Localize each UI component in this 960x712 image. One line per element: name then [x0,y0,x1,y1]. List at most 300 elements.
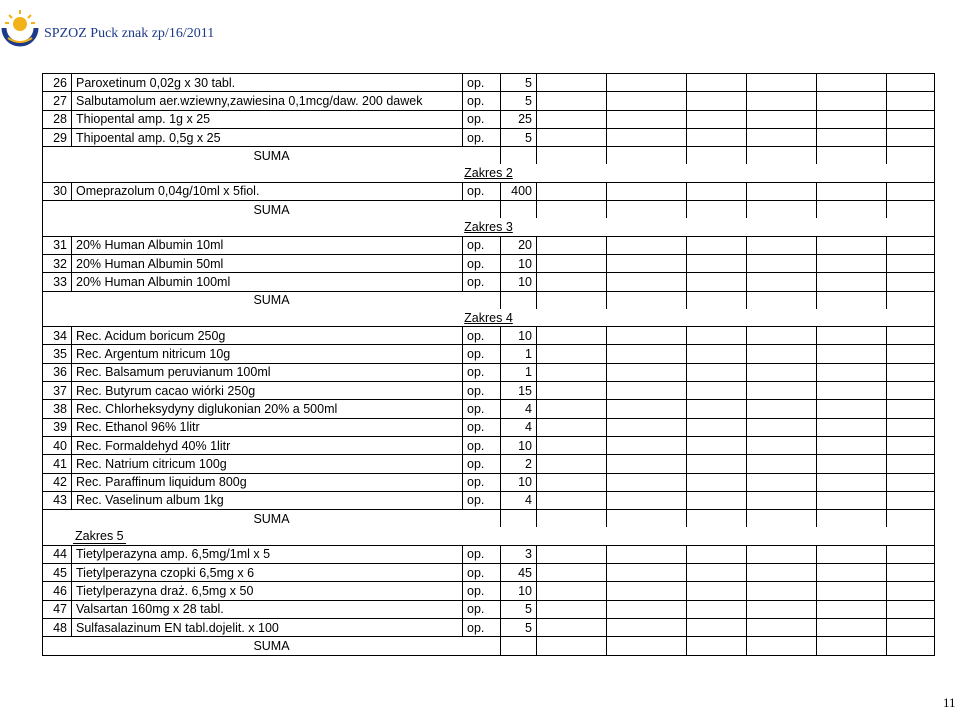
empty-cell [607,545,687,563]
row-number: 48 [43,618,72,636]
item-quantity: 10 [501,254,537,272]
empty-cell [817,182,887,200]
empty-cell [687,637,747,655]
empty-cell [687,74,747,92]
empty-cell [537,182,607,200]
empty-cell [537,327,607,345]
item-quantity: 400 [501,182,537,200]
empty-cell [687,436,747,454]
item-quantity: 1 [501,363,537,381]
table-row [43,128,935,146]
empty-cell [537,545,607,563]
empty-cell [687,564,747,582]
empty-cell [887,110,935,128]
empty-cell [607,201,687,219]
empty-cell [817,236,887,254]
empty-cell [887,254,935,272]
empty-cell [747,74,817,92]
item-name: Rec. Acidum boricum 250g [72,327,463,345]
item-name: Tietylperazyna draż. 6,5mg x 50 [72,582,463,600]
section-header [43,527,935,545]
summary-row [43,291,935,309]
empty-cell [887,291,935,309]
summary-row [43,147,935,165]
empty-cell [607,436,687,454]
empty-cell [501,291,537,309]
empty-cell [607,418,687,436]
empty-cell [817,345,887,363]
item-quantity: 25 [501,110,537,128]
summary-label: SUMA [43,201,501,219]
empty-cell [607,74,687,92]
table-row [43,491,935,509]
empty-cell [887,510,935,528]
item-quantity: 4 [501,400,537,418]
empty-cell [607,128,687,146]
empty-cell [537,400,607,418]
item-quantity: 5 [501,618,537,636]
empty-cell [887,618,935,636]
empty-cell [687,273,747,291]
empty-cell [817,128,887,146]
empty-cell [537,473,607,491]
empty-cell [537,345,607,363]
empty-cell [747,147,817,165]
empty-cell [607,455,687,473]
empty-cell [747,637,817,655]
empty-cell [687,92,747,110]
row-number: 30 [43,182,72,200]
empty-cell [887,74,935,92]
item-unit: op. [463,618,501,636]
document-header-title: SPZOZ Puck znak zp/16/2011 [44,26,215,41]
empty-cell [817,291,887,309]
table-row [43,618,935,636]
empty-cell [607,564,687,582]
item-quantity: 4 [501,491,537,509]
item-unit: op. [463,110,501,128]
item-quantity: 10 [501,473,537,491]
item-unit: op. [463,182,501,200]
empty-cell [607,582,687,600]
table-row [43,236,935,254]
row-number: 29 [43,128,72,146]
empty-cell [687,582,747,600]
empty-cell [607,236,687,254]
empty-cell [537,147,607,165]
hospital-logo [0,6,40,55]
empty-cell [887,182,935,200]
empty-cell [747,473,817,491]
item-name: Rec. Natrium citricum 100g [72,455,463,473]
item-unit: op. [463,345,501,363]
row-number: 26 [43,74,72,92]
empty-cell [747,92,817,110]
section-title: Zakres 5 [75,529,124,544]
empty-cell [887,363,935,381]
table-row [43,345,935,363]
item-quantity: 5 [501,128,537,146]
empty-cell [501,637,537,655]
table-row [43,92,935,110]
summary-label: SUMA [43,637,501,655]
empty-cell [887,273,935,291]
empty-cell [887,128,935,146]
empty-cell [887,600,935,618]
row-number: 37 [43,382,72,400]
empty-cell [687,236,747,254]
item-quantity: 2 [501,455,537,473]
item-quantity: 5 [501,600,537,618]
item-name: Rec. Butyrum cacao wiórki 250g [72,382,463,400]
drug-list-table [42,73,935,656]
empty-cell [687,491,747,509]
empty-cell [687,182,747,200]
empty-cell [687,327,747,345]
empty-cell [887,545,935,563]
empty-cell [817,74,887,92]
item-name: 20% Human Albumin 100ml [72,273,463,291]
empty-cell [607,363,687,381]
section-title: Zakres 2 [464,166,513,181]
item-name: Valsartan 160mg x 28 tabl. [72,600,463,618]
row-number: 35 [43,345,72,363]
empty-cell [537,637,607,655]
empty-cell [887,436,935,454]
row-number: 34 [43,327,72,345]
empty-cell [747,510,817,528]
row-number: 38 [43,400,72,418]
empty-cell [747,582,817,600]
empty-cell [747,418,817,436]
row-number: 42 [43,473,72,491]
empty-cell [687,363,747,381]
item-unit: op. [463,363,501,381]
item-unit: op. [463,564,501,582]
section-header-row [43,527,935,545]
summary-row [43,637,935,655]
row-number: 28 [43,110,72,128]
empty-cell [501,201,537,219]
summary-row [43,201,935,219]
table-row [43,564,935,582]
item-unit: op. [463,545,501,563]
empty-cell [887,582,935,600]
item-name: Tietylperazyna amp. 6,5mg/1ml x 5 [72,545,463,563]
empty-cell [687,254,747,272]
empty-cell [747,400,817,418]
empty-cell [687,455,747,473]
section-header-row [43,309,935,327]
empty-cell [537,110,607,128]
item-unit: op. [463,400,501,418]
empty-cell [747,110,817,128]
empty-cell [747,291,817,309]
item-unit: op. [463,327,501,345]
section-header [43,218,935,236]
empty-cell [607,291,687,309]
empty-cell [501,147,537,165]
summary-label: SUMA [43,291,501,309]
summary-label: SUMA [43,510,501,528]
empty-cell [817,582,887,600]
item-unit: op. [463,455,501,473]
item-quantity: 10 [501,436,537,454]
table-row [43,273,935,291]
empty-cell [607,400,687,418]
empty-cell [747,455,817,473]
empty-cell [687,510,747,528]
item-name: Thiopental amp. 1g x 25 [72,110,463,128]
item-unit: op. [463,582,501,600]
section-title: Zakres 4 [464,310,513,325]
empty-cell [747,345,817,363]
empty-cell [537,582,607,600]
empty-cell [537,436,607,454]
item-name: 20% Human Albumin 10ml [72,236,463,254]
item-name: Tietylperazyna czopki 6,5mg x 6 [72,564,463,582]
empty-cell [747,600,817,618]
item-name: 20% Human Albumin 50ml [72,254,463,272]
empty-cell [817,436,887,454]
table-row [43,436,935,454]
item-quantity: 10 [501,273,537,291]
empty-cell [887,201,935,219]
empty-cell [537,382,607,400]
empty-cell [817,363,887,381]
empty-cell [817,600,887,618]
empty-cell [747,363,817,381]
table-row [43,545,935,563]
empty-cell [817,637,887,655]
item-quantity: 5 [501,92,537,110]
empty-cell [887,345,935,363]
table-row [43,327,935,345]
empty-cell [887,147,935,165]
empty-cell [537,618,607,636]
item-unit: op. [463,273,501,291]
empty-cell [607,618,687,636]
empty-cell [687,545,747,563]
table-row [43,363,935,381]
empty-cell [747,436,817,454]
empty-cell [747,236,817,254]
empty-cell [537,455,607,473]
item-name: Rec. Balsamum peruvianum 100ml [72,363,463,381]
empty-cell [607,273,687,291]
row-number: 33 [43,273,72,291]
empty-cell [537,273,607,291]
empty-cell [817,418,887,436]
empty-cell [537,291,607,309]
empty-cell [747,564,817,582]
section-header-row [43,218,935,236]
item-name: Sulfasalazinum EN tabl.dojelit. x 100 [72,618,463,636]
item-name: Salbutamolum aer.wziewny,zawiesina 0,1mcg/daw. 200 dawek [72,92,463,110]
row-number: 46 [43,582,72,600]
table-row [43,110,935,128]
empty-cell [817,382,887,400]
empty-cell [747,182,817,200]
empty-cell [887,382,935,400]
item-unit: op. [463,74,501,92]
empty-cell [687,147,747,165]
empty-cell [537,363,607,381]
empty-cell [747,491,817,509]
empty-cell [887,327,935,345]
item-quantity: 45 [501,564,537,582]
row-number: 31 [43,236,72,254]
empty-cell [817,273,887,291]
empty-cell [537,564,607,582]
item-name: Rec. Vaselinum album 1kg [72,491,463,509]
empty-cell [607,110,687,128]
empty-cell [887,418,935,436]
item-unit: op. [463,236,501,254]
empty-cell [687,473,747,491]
item-quantity: 3 [501,545,537,563]
empty-cell [817,327,887,345]
empty-cell [747,618,817,636]
empty-cell [817,618,887,636]
item-unit: op. [463,491,501,509]
empty-cell [687,110,747,128]
empty-cell [537,254,607,272]
empty-cell [501,510,537,528]
empty-cell [887,455,935,473]
empty-cell [537,236,607,254]
empty-cell [687,600,747,618]
item-quantity: 4 [501,418,537,436]
item-quantity: 1 [501,345,537,363]
item-quantity: 10 [501,582,537,600]
item-unit: op. [463,92,501,110]
empty-cell [537,128,607,146]
item-name: Thipoental amp. 0,5g x 25 [72,128,463,146]
item-unit: op. [463,436,501,454]
summary-row [43,510,935,528]
item-unit: op. [463,473,501,491]
row-number: 27 [43,92,72,110]
table-row [43,400,935,418]
empty-cell [887,491,935,509]
item-name: Rec. Argentum nitricum 10g [72,345,463,363]
empty-cell [817,254,887,272]
empty-cell [607,92,687,110]
empty-cell [607,473,687,491]
empty-cell [687,291,747,309]
empty-cell [817,147,887,165]
item-name: Rec. Paraffinum liquidum 800g [72,473,463,491]
empty-cell [537,418,607,436]
section-header [43,164,935,182]
empty-cell [747,201,817,219]
empty-cell [817,491,887,509]
empty-cell [607,345,687,363]
empty-cell [607,600,687,618]
empty-cell [747,545,817,563]
empty-cell [887,473,935,491]
table-row [43,473,935,491]
table-row [43,418,935,436]
empty-cell [817,201,887,219]
empty-cell [607,254,687,272]
row-number: 47 [43,600,72,618]
row-number: 39 [43,418,72,436]
empty-cell [537,201,607,219]
empty-cell [747,128,817,146]
page-header [0,0,960,60]
item-name: Rec. Chlorheksydyny diglukonian 20% a 500ml [72,400,463,418]
empty-cell [817,110,887,128]
summary-label: SUMA [43,147,501,165]
item-quantity: 20 [501,236,537,254]
empty-cell [817,473,887,491]
item-unit: op. [463,600,501,618]
row-number: 36 [43,363,72,381]
empty-cell [607,382,687,400]
empty-cell [747,273,817,291]
item-name: Paroxetinum 0,02g x 30 tabl. [72,74,463,92]
table-row [43,382,935,400]
empty-cell [747,382,817,400]
empty-cell [687,201,747,219]
empty-cell [887,637,935,655]
empty-cell [817,92,887,110]
table-row [43,600,935,618]
row-number: 32 [43,254,72,272]
section-header [43,309,935,327]
item-name: Rec. Ethanol 96% 1litr [72,418,463,436]
empty-cell [607,637,687,655]
empty-cell [537,600,607,618]
empty-cell [817,400,887,418]
empty-cell [747,327,817,345]
empty-cell [687,128,747,146]
item-quantity: 10 [501,327,537,345]
empty-cell [607,510,687,528]
empty-cell [607,147,687,165]
section-title: Zakres 3 [464,220,513,235]
empty-cell [817,564,887,582]
empty-cell [887,92,935,110]
empty-cell [887,236,935,254]
row-number: 44 [43,545,72,563]
section-header-row [43,164,935,182]
empty-cell [747,254,817,272]
empty-cell [887,564,935,582]
empty-cell [537,92,607,110]
page-number: 11 [943,695,956,710]
item-unit: op. [463,382,501,400]
empty-cell [817,510,887,528]
empty-cell [817,545,887,563]
empty-cell [687,418,747,436]
empty-cell [537,491,607,509]
item-unit: op. [463,418,501,436]
item-quantity: 15 [501,382,537,400]
table-row [43,74,935,92]
empty-cell [687,400,747,418]
empty-cell [607,491,687,509]
empty-cell [537,74,607,92]
table-row [43,582,935,600]
row-number: 41 [43,455,72,473]
empty-cell [687,345,747,363]
item-unit: op. [463,254,501,272]
row-number: 45 [43,564,72,582]
empty-cell [607,327,687,345]
